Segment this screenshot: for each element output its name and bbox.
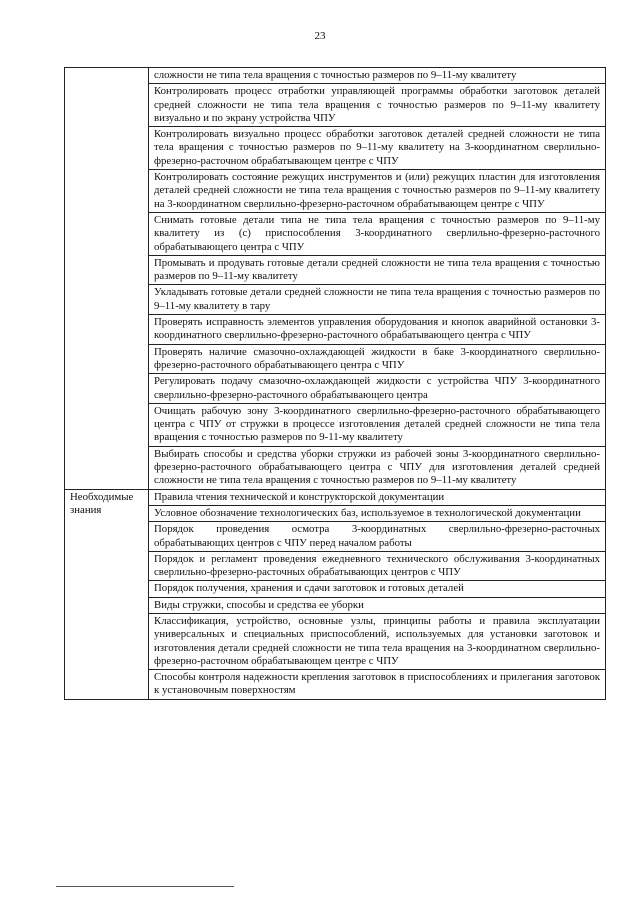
labor-action-item: Контролировать визуально процесс обработки заготовок деталей средней сложности не типа тела вращения с точностью размеров по 9–11-му квалитету на 3-координатном сверлильно-фрезерно-расточном обрабатывающем центре с ЧПУ [149,127,606,170]
table-row [65,68,606,84]
labor-action-item: Проверять наличие смазочно-охлаждающей жидкости в баке 3-координатного сверлильно-фрезерно-расточного обрабатывающего центра с ЧПУ [149,344,606,374]
knowledge-item: Порядок и регламент проведения ежедневного технического обслуживания 3-координатных сверлильно-фрезерно-расточных обрабатывающих центров с ЧПУ [149,551,606,581]
footer-rule [56,886,234,887]
knowledge-item: Классификация, устройство, основные узлы, принципы работы и правила эксплуатации универсальных и специальных приспособлений, используемых для установки заготовок и изготовления детали средней сложности не типа тела вращения на 3-координатном сверлильно-фрезерно-расточном обрабатывающем центре с ЧПУ [149,613,606,669]
labor-action-item: сложности не типа тела вращения с точностью размеров по 9–11-му квалитету [149,68,606,84]
labor-action-item: Контролировать процесс отработки управляющей программы обработки заготовок деталей средней сложности не типа тела вращения с точностью размеров по 9–11-му квалитету визуально и по экрану устройства ЧПУ [149,84,606,127]
knowledge-item: Порядок проведения осмотра 3-координатных сверлильно-фрезерно-расточных обрабатывающих центров с ЧПУ перед началом работы [149,522,606,552]
labor-action-item: Промывать и продувать готовые детали средней сложности не типа тела вращения с точностью размеров по 9–11-му квалитету [149,255,606,285]
knowledge-item: Порядок получения, хранения и сдачи заготовок и готовых деталей [149,581,606,597]
knowledge-item: Правила чтения технической и конструкторской документации [149,489,606,505]
knowledge-item: Условное обозначение технологических баз, используемое в технологической документации [149,505,606,521]
labor-action-item: Выбирать способы и средства уборки стружки из рабочей зоны 3-координатного сверлильно-фрезерно-расточного обрабатывающего центра с ЧПУ для изготовления деталей средней сложности не типа тела вращения с точностью размеров по 9–11-му квалитету [149,446,606,489]
requirements-table [64,67,606,700]
knowledge-item: Виды стружки, способы и средства ее уборки [149,597,606,613]
labor-action-item: Контролировать состояние режущих инструментов и (или) режущих пластин для изготовления деталей средней сложности не типа тела вращения с точностью размеров по 9–11-му квалитету на 3-координатном сверлильно-фрезерно-расточном обрабатывающем центре с ЧПУ [149,170,606,213]
labor-actions-label-cell [65,68,149,490]
knowledge-label: Необходимые знания [65,489,149,699]
knowledge-item: Способы контроля надежности крепления заготовок в приспособлениях и прилегания заготовок к установочным поверхностям [149,670,606,700]
labor-action-item: Укладывать готовые детали средней сложности не типа тела вращения с точностью размеров по 9–11-му квалитету в тару [149,285,606,315]
table-row [65,489,606,505]
page-number: 23 [314,30,326,42]
labor-action-item: Очищать рабочую зону 3-координатного сверлильно-фрезерно-расточного обрабатывающего центра с ЧПУ от стружки в процессе изготовления деталей средней сложности не типа тела вращения с точностью размеров по 9-11-му квалитету [149,403,606,446]
labor-action-item: Проверять исправность элементов управления оборудования и кнопок аварийной остановки 3-координатного сверлильно-фрезерно-расточного обрабатывающего центра с ЧПУ [149,315,606,345]
labor-action-item: Регулировать подачу смазочно-охлаждающей жидкости с устройства ЧПУ 3-координатного сверлильно-фрезерно-расточного обрабатывающего центра [149,374,606,404]
labor-action-item: Снимать готовые детали типа не типа тела вращения с точностью размеров по 9–11-му квалитету из (с) приспособления 3-координатного сверлильно-фрезерно-расточного обрабатывающего центра с ЧПУ [149,212,606,255]
